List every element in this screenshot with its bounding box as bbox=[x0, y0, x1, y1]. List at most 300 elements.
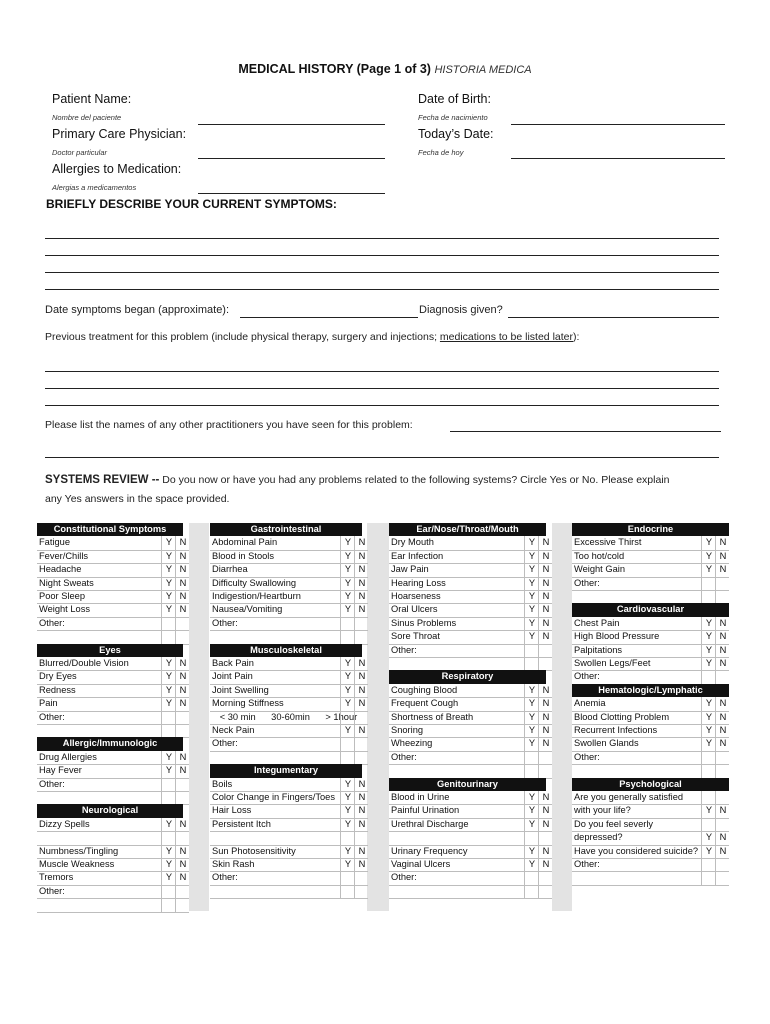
symptom-label: Hay Fever bbox=[39, 765, 82, 776]
yes-option[interactable]: Y bbox=[161, 697, 176, 710]
no-option[interactable]: N bbox=[715, 737, 730, 750]
symptom-row bbox=[572, 536, 729, 550]
symptom-row bbox=[389, 831, 552, 845]
yes-option[interactable]: Y bbox=[701, 804, 716, 817]
date-began-field[interactable] bbox=[240, 317, 418, 318]
yes-option[interactable]: Y bbox=[701, 550, 716, 563]
diagnosis-field[interactable] bbox=[508, 317, 719, 318]
symptom-label: Dry Mouth bbox=[391, 537, 434, 548]
symptom-label: Urethral Discharge bbox=[391, 818, 469, 829]
section-header: Gastrointestinal bbox=[210, 523, 362, 536]
yes-option[interactable]: Y bbox=[701, 657, 716, 670]
symptom-label: Palpitations bbox=[574, 644, 623, 655]
no-option[interactable]: N bbox=[354, 536, 369, 549]
yes-option bbox=[701, 791, 716, 804]
no-option[interactable]: N bbox=[538, 804, 553, 817]
symptom-label: Excessive Thirst bbox=[574, 537, 642, 548]
symptom-row bbox=[572, 617, 729, 631]
symptom-row bbox=[37, 536, 189, 550]
no-option bbox=[175, 711, 190, 724]
symptom-row bbox=[389, 818, 552, 832]
symptom-label: Indigestion/Heartburn bbox=[212, 591, 301, 601]
no-option bbox=[175, 724, 190, 737]
symptom-row bbox=[210, 590, 368, 604]
section-header: Hematologic/Lymphatic bbox=[572, 684, 729, 697]
no-option[interactable]: N bbox=[354, 697, 369, 710]
no-option[interactable]: N bbox=[354, 818, 369, 831]
no-option[interactable]: N bbox=[354, 684, 369, 697]
symptom-row bbox=[572, 577, 729, 591]
dob-field[interactable] bbox=[511, 124, 725, 125]
no-option bbox=[354, 617, 369, 630]
yes-option[interactable]: Y bbox=[161, 845, 176, 858]
no-option[interactable]: N bbox=[354, 845, 369, 858]
symptom-label: Blood in Urine bbox=[391, 792, 450, 802]
symptoms-line[interactable] bbox=[45, 289, 719, 290]
symptom-row bbox=[210, 563, 368, 577]
symptom-label: Other: bbox=[212, 738, 238, 749]
yes-option[interactable]: Y bbox=[524, 858, 539, 871]
yes-option bbox=[161, 885, 176, 898]
symptom-label: High Blood Pressure bbox=[574, 631, 660, 642]
no-option[interactable]: N bbox=[175, 563, 190, 576]
symptom-label: Tremors bbox=[39, 872, 74, 883]
yes-option[interactable]: Y bbox=[340, 603, 355, 616]
symptom-row bbox=[389, 644, 552, 658]
symptom-label: Frequent Cough bbox=[391, 698, 459, 709]
yes-option bbox=[524, 885, 539, 898]
yes-option[interactable]: Y bbox=[524, 603, 539, 616]
symptom-label: Hair Loss bbox=[212, 805, 252, 816]
yes-option[interactable]: Y bbox=[161, 764, 176, 777]
yes-option[interactable]: Y bbox=[701, 845, 716, 858]
no-option[interactable]: N bbox=[354, 670, 369, 683]
yes-option[interactable]: Y bbox=[340, 536, 355, 549]
symptom-row bbox=[389, 603, 552, 617]
yes-option bbox=[524, 657, 539, 670]
yes-option bbox=[161, 724, 176, 737]
practitioners-field[interactable] bbox=[450, 431, 721, 432]
yes-option bbox=[524, 764, 539, 777]
no-option[interactable]: N bbox=[715, 845, 730, 858]
yes-option[interactable]: Y bbox=[161, 871, 176, 884]
yes-option[interactable]: Y bbox=[524, 684, 539, 697]
symptom-row bbox=[572, 871, 729, 885]
no-option[interactable]: N bbox=[175, 590, 190, 603]
symptom-row bbox=[37, 577, 189, 591]
symptom-row bbox=[389, 885, 552, 899]
no-option[interactable]: N bbox=[354, 657, 369, 670]
symptom-row bbox=[389, 697, 552, 711]
no-option[interactable]: N bbox=[715, 630, 730, 643]
yes-option[interactable]: Y bbox=[524, 737, 539, 750]
symptom-row bbox=[37, 791, 189, 805]
yes-option[interactable]: Y bbox=[161, 590, 176, 603]
symptom-row bbox=[572, 563, 729, 577]
treatment-line[interactable] bbox=[45, 371, 719, 372]
no-option[interactable]: N bbox=[538, 791, 553, 804]
symptom-label: Other: bbox=[391, 644, 417, 655]
yes-option bbox=[701, 670, 716, 683]
yes-option[interactable]: Y bbox=[524, 590, 539, 603]
yes-option[interactable]: Y bbox=[524, 617, 539, 630]
no-option[interactable]: N bbox=[538, 563, 553, 576]
symptom-label: Sinus Problems bbox=[391, 617, 457, 628]
symptom-label: < 30 min 30-60min > 1hour bbox=[212, 711, 358, 722]
yes-option[interactable]: Y bbox=[161, 670, 176, 683]
yes-option[interactable]: Y bbox=[161, 550, 176, 563]
symptom-label: Other: bbox=[212, 872, 238, 883]
symptom-row bbox=[572, 804, 729, 818]
symptom-label: Weight Loss bbox=[39, 604, 90, 615]
symptom-row bbox=[572, 724, 729, 738]
section-header: Neurological bbox=[37, 804, 183, 817]
yes-option[interactable]: Y bbox=[524, 697, 539, 710]
no-option[interactable]: N bbox=[354, 791, 369, 804]
no-option[interactable]: N bbox=[175, 657, 190, 670]
yes-option bbox=[524, 831, 539, 844]
no-option[interactable]: N bbox=[354, 590, 369, 603]
patient-name-field[interactable] bbox=[198, 124, 385, 125]
column-separator bbox=[189, 523, 209, 911]
yes-option bbox=[701, 577, 716, 590]
patient-name-sub: Nombre del paciente bbox=[52, 113, 122, 122]
no-option bbox=[175, 885, 190, 898]
yes-option[interactable]: Y bbox=[524, 724, 539, 737]
symptom-row bbox=[210, 697, 368, 711]
yes-option[interactable]: Y bbox=[340, 697, 355, 710]
title-italic: HISTORIA MEDICA bbox=[434, 64, 532, 76]
no-option[interactable]: N bbox=[715, 804, 730, 817]
yes-option[interactable]: Y bbox=[161, 751, 176, 764]
no-option[interactable]: N bbox=[175, 550, 190, 563]
yes-option bbox=[701, 764, 716, 777]
yes-option[interactable]: Y bbox=[524, 563, 539, 576]
no-option bbox=[538, 644, 553, 657]
yes-option bbox=[340, 885, 355, 898]
symptom-label: Back Pain bbox=[212, 658, 254, 668]
yes-option[interactable]: Y bbox=[524, 791, 539, 804]
yes-option bbox=[701, 751, 716, 764]
yes-option[interactable]: Y bbox=[701, 644, 716, 657]
no-option[interactable]: N bbox=[538, 818, 553, 831]
allergies-sub: Alergias a medicamentos bbox=[52, 183, 137, 192]
symptom-row bbox=[572, 858, 729, 872]
yes-option bbox=[340, 871, 355, 884]
yes-option[interactable]: Y bbox=[524, 845, 539, 858]
yes-option[interactable]: Y bbox=[701, 563, 716, 576]
no-option[interactable]: N bbox=[538, 617, 553, 630]
no-option[interactable]: N bbox=[175, 751, 190, 764]
no-option bbox=[538, 764, 553, 777]
symptom-label: Other: bbox=[39, 617, 65, 628]
symptom-row bbox=[389, 791, 552, 805]
no-option bbox=[715, 858, 730, 871]
no-option[interactable]: N bbox=[715, 644, 730, 657]
no-option[interactable]: N bbox=[354, 858, 369, 871]
yes-option[interactable]: Y bbox=[340, 804, 355, 817]
symptom-row bbox=[389, 657, 552, 671]
symptom-row bbox=[210, 670, 368, 684]
no-option[interactable]: N bbox=[175, 697, 190, 710]
symptom-label: Weight Gain bbox=[574, 564, 625, 575]
section-header: Allergic/Immunologic bbox=[37, 737, 183, 750]
pcp-field[interactable] bbox=[198, 158, 385, 159]
yes-option[interactable]: Y bbox=[701, 737, 716, 750]
no-option[interactable]: N bbox=[175, 536, 190, 549]
yes-option bbox=[524, 644, 539, 657]
no-option bbox=[715, 590, 730, 603]
symptom-row bbox=[210, 885, 368, 899]
no-option[interactable]: N bbox=[715, 536, 730, 549]
symptom-row bbox=[572, 791, 729, 805]
symptom-label: Drug Allergies bbox=[39, 751, 97, 762]
treatment-line[interactable] bbox=[45, 405, 719, 406]
no-option[interactable]: N bbox=[354, 724, 369, 737]
no-option[interactable]: N bbox=[175, 858, 190, 871]
yes-option bbox=[161, 791, 176, 804]
symptom-row bbox=[37, 670, 189, 684]
no-option[interactable]: N bbox=[354, 778, 369, 791]
no-option[interactable]: N bbox=[715, 724, 730, 737]
symptom-row bbox=[37, 550, 189, 564]
yes-option[interactable]: Y bbox=[340, 670, 355, 683]
yes-option bbox=[701, 590, 716, 603]
yes-option[interactable]: Y bbox=[340, 563, 355, 576]
yes-option[interactable]: Y bbox=[161, 577, 176, 590]
yes-option[interactable]: Y bbox=[701, 617, 716, 630]
symptom-row bbox=[389, 550, 552, 564]
symptoms-line[interactable] bbox=[45, 255, 719, 256]
column-separator bbox=[552, 523, 572, 911]
yes-option bbox=[340, 737, 355, 750]
no-option[interactable]: N bbox=[538, 536, 553, 549]
symptom-row bbox=[389, 724, 552, 738]
yes-option[interactable]: Y bbox=[524, 630, 539, 643]
no-option[interactable]: N bbox=[538, 724, 553, 737]
yes-option[interactable]: Y bbox=[524, 711, 539, 724]
yes-option[interactable]: Y bbox=[340, 684, 355, 697]
symptom-row bbox=[37, 831, 189, 845]
yes-option[interactable]: Y bbox=[161, 858, 176, 871]
yes-option[interactable]: Y bbox=[340, 724, 355, 737]
yes-option bbox=[161, 831, 176, 844]
symptom-row bbox=[210, 577, 368, 591]
symptom-row bbox=[389, 858, 552, 872]
no-option[interactable]: N bbox=[715, 657, 730, 670]
section-header: Endocrine bbox=[572, 523, 729, 536]
symptom-row bbox=[37, 764, 189, 778]
symptom-label: Painful Urination bbox=[391, 805, 460, 816]
systems-column bbox=[389, 523, 552, 911]
yes-option[interactable]: Y bbox=[340, 550, 355, 563]
no-option[interactable]: N bbox=[175, 577, 190, 590]
yes-option[interactable]: Y bbox=[340, 858, 355, 871]
yes-option[interactable]: Y bbox=[524, 577, 539, 590]
no-option[interactable]: N bbox=[175, 684, 190, 697]
yes-option[interactable]: Y bbox=[701, 711, 716, 724]
symptom-label: with your life? bbox=[574, 805, 631, 816]
symptom-row bbox=[37, 724, 189, 738]
symptom-row bbox=[572, 657, 729, 671]
yes-option bbox=[161, 711, 176, 724]
systems-review-text-2: any Yes answers in the space provided. bbox=[45, 493, 230, 505]
symptom-label: Ear Infection bbox=[391, 550, 444, 561]
yes-option[interactable]: Y bbox=[340, 590, 355, 603]
yes-option[interactable]: Y bbox=[524, 550, 539, 563]
symptom-label: Neck Pain bbox=[212, 725, 255, 735]
symptom-label: Other: bbox=[574, 577, 600, 588]
symptom-label: Other: bbox=[39, 711, 65, 722]
symptom-row bbox=[389, 711, 552, 725]
symptom-row bbox=[37, 697, 189, 711]
symptom-label: Pain bbox=[39, 698, 58, 709]
symptom-row bbox=[210, 536, 368, 550]
symptom-label: Have you considered suicide? bbox=[574, 845, 699, 856]
no-option bbox=[715, 577, 730, 590]
no-option bbox=[354, 751, 369, 764]
no-option[interactable]: N bbox=[538, 697, 553, 710]
symptom-row bbox=[389, 630, 552, 644]
no-option[interactable]: N bbox=[538, 845, 553, 858]
no-option[interactable]: N bbox=[175, 670, 190, 683]
symptom-row bbox=[37, 885, 189, 899]
no-option[interactable]: N bbox=[538, 577, 553, 590]
yes-option[interactable]: Y bbox=[340, 845, 355, 858]
symptoms-line[interactable] bbox=[45, 272, 719, 273]
symptom-label: Vaginal Ulcers bbox=[391, 859, 451, 869]
symptom-row bbox=[210, 550, 368, 564]
yes-option[interactable]: Y bbox=[701, 630, 716, 643]
symptom-label: Blurred/Double Vision bbox=[39, 658, 129, 668]
no-option[interactable]: N bbox=[538, 711, 553, 724]
yes-option[interactable]: Y bbox=[340, 778, 355, 791]
no-option[interactable]: N bbox=[715, 617, 730, 630]
no-option bbox=[354, 630, 369, 643]
today-field[interactable] bbox=[511, 158, 725, 159]
symptom-label: Blood Clotting Problem bbox=[574, 711, 670, 722]
symptom-label: Muscle Weakness bbox=[39, 859, 115, 869]
yes-option[interactable]: Y bbox=[340, 791, 355, 804]
section-header: Cardiovascular bbox=[572, 603, 729, 616]
systems-review-table bbox=[37, 523, 729, 911]
no-option[interactable]: N bbox=[538, 630, 553, 643]
systems-column bbox=[37, 523, 189, 911]
no-option[interactable]: N bbox=[175, 845, 190, 858]
no-option[interactable]: N bbox=[175, 871, 190, 884]
no-option bbox=[538, 871, 553, 884]
symptom-label: Joint Pain bbox=[212, 671, 253, 682]
symptom-row bbox=[389, 617, 552, 631]
yes-option[interactable]: Y bbox=[161, 818, 176, 831]
symptom-row bbox=[572, 630, 729, 644]
no-option bbox=[715, 818, 730, 831]
yes-option[interactable]: Y bbox=[701, 536, 716, 549]
systems-review-text bbox=[45, 474, 670, 486]
symptom-label: Dry Eyes bbox=[39, 671, 77, 682]
no-option[interactable]: N bbox=[354, 804, 369, 817]
no-option[interactable]: N bbox=[538, 603, 553, 616]
no-option[interactable]: N bbox=[354, 563, 369, 576]
symptom-label: Color Change in Fingers/Toes bbox=[212, 792, 335, 802]
prev-treatment-text bbox=[45, 331, 579, 343]
symptom-label: Urinary Frequency bbox=[391, 845, 468, 856]
no-option[interactable]: N bbox=[354, 550, 369, 563]
yes-option[interactable]: Y bbox=[701, 724, 716, 737]
systems-review-instructions: Do you now or have you had any problems related to the following systems? Circle Yes or No. Please explain bbox=[159, 474, 670, 486]
yes-option[interactable]: Y bbox=[524, 804, 539, 817]
no-option bbox=[175, 898, 190, 911]
no-option[interactable]: N bbox=[354, 577, 369, 590]
symptom-label: Abdominal Pain bbox=[212, 537, 278, 548]
no-option[interactable]: N bbox=[175, 818, 190, 831]
yes-option bbox=[340, 617, 355, 630]
yes-option[interactable]: Y bbox=[340, 818, 355, 831]
no-option[interactable]: N bbox=[715, 563, 730, 576]
yes-option[interactable]: Y bbox=[524, 818, 539, 831]
practitioners-line[interactable] bbox=[45, 457, 719, 458]
symptom-label: Boils bbox=[212, 778, 233, 789]
symptom-label: Sore Throat bbox=[391, 631, 440, 642]
symptom-label: Hoarseness bbox=[391, 591, 441, 601]
symptom-row bbox=[210, 711, 368, 725]
yes-option bbox=[340, 711, 355, 724]
treatment-line[interactable] bbox=[45, 388, 719, 389]
yes-option[interactable]: Y bbox=[701, 697, 716, 710]
diagnosis-label: Diagnosis given? bbox=[419, 304, 503, 316]
no-option[interactable]: N bbox=[715, 550, 730, 563]
allergies-field[interactable] bbox=[198, 193, 385, 194]
yes-option[interactable]: Y bbox=[161, 536, 176, 549]
yes-option[interactable]: Y bbox=[161, 563, 176, 576]
symptom-row bbox=[389, 577, 552, 591]
yes-option[interactable]: Y bbox=[340, 657, 355, 670]
symptom-row bbox=[389, 563, 552, 577]
yes-option[interactable]: Y bbox=[524, 536, 539, 549]
no-option[interactable]: N bbox=[715, 711, 730, 724]
yes-option[interactable]: Y bbox=[161, 657, 176, 670]
symptom-label: Other: bbox=[574, 671, 600, 682]
no-option[interactable]: N bbox=[538, 737, 553, 750]
no-option[interactable]: N bbox=[715, 697, 730, 710]
symptom-row bbox=[37, 858, 189, 872]
symptom-row bbox=[389, 737, 552, 751]
symptom-row bbox=[37, 563, 189, 577]
dob-sub: Fecha de nacimiento bbox=[418, 113, 488, 122]
yes-option[interactable]: Y bbox=[340, 577, 355, 590]
dob-label: Date of Birth: bbox=[418, 92, 491, 106]
pcp-label: Primary Care Physician: bbox=[52, 127, 187, 141]
no-option[interactable]: N bbox=[538, 590, 553, 603]
symptom-label: Headache bbox=[39, 564, 82, 575]
yes-option[interactable]: Y bbox=[161, 684, 176, 697]
symptom-row bbox=[210, 617, 368, 631]
no-option[interactable]: N bbox=[354, 603, 369, 616]
symptoms-line[interactable] bbox=[45, 238, 719, 239]
no-option[interactable]: N bbox=[175, 603, 190, 616]
no-option bbox=[354, 871, 369, 884]
no-option[interactable]: N bbox=[715, 831, 730, 844]
no-option[interactable]: N bbox=[538, 684, 553, 697]
yes-option[interactable]: Y bbox=[161, 603, 176, 616]
symptom-label: depressed? bbox=[574, 832, 623, 843]
no-option[interactable]: N bbox=[175, 764, 190, 777]
no-option[interactable]: N bbox=[538, 858, 553, 871]
no-option[interactable]: N bbox=[538, 550, 553, 563]
no-option bbox=[538, 831, 553, 844]
yes-option[interactable]: Y bbox=[701, 831, 716, 844]
symptom-row bbox=[572, 711, 729, 725]
